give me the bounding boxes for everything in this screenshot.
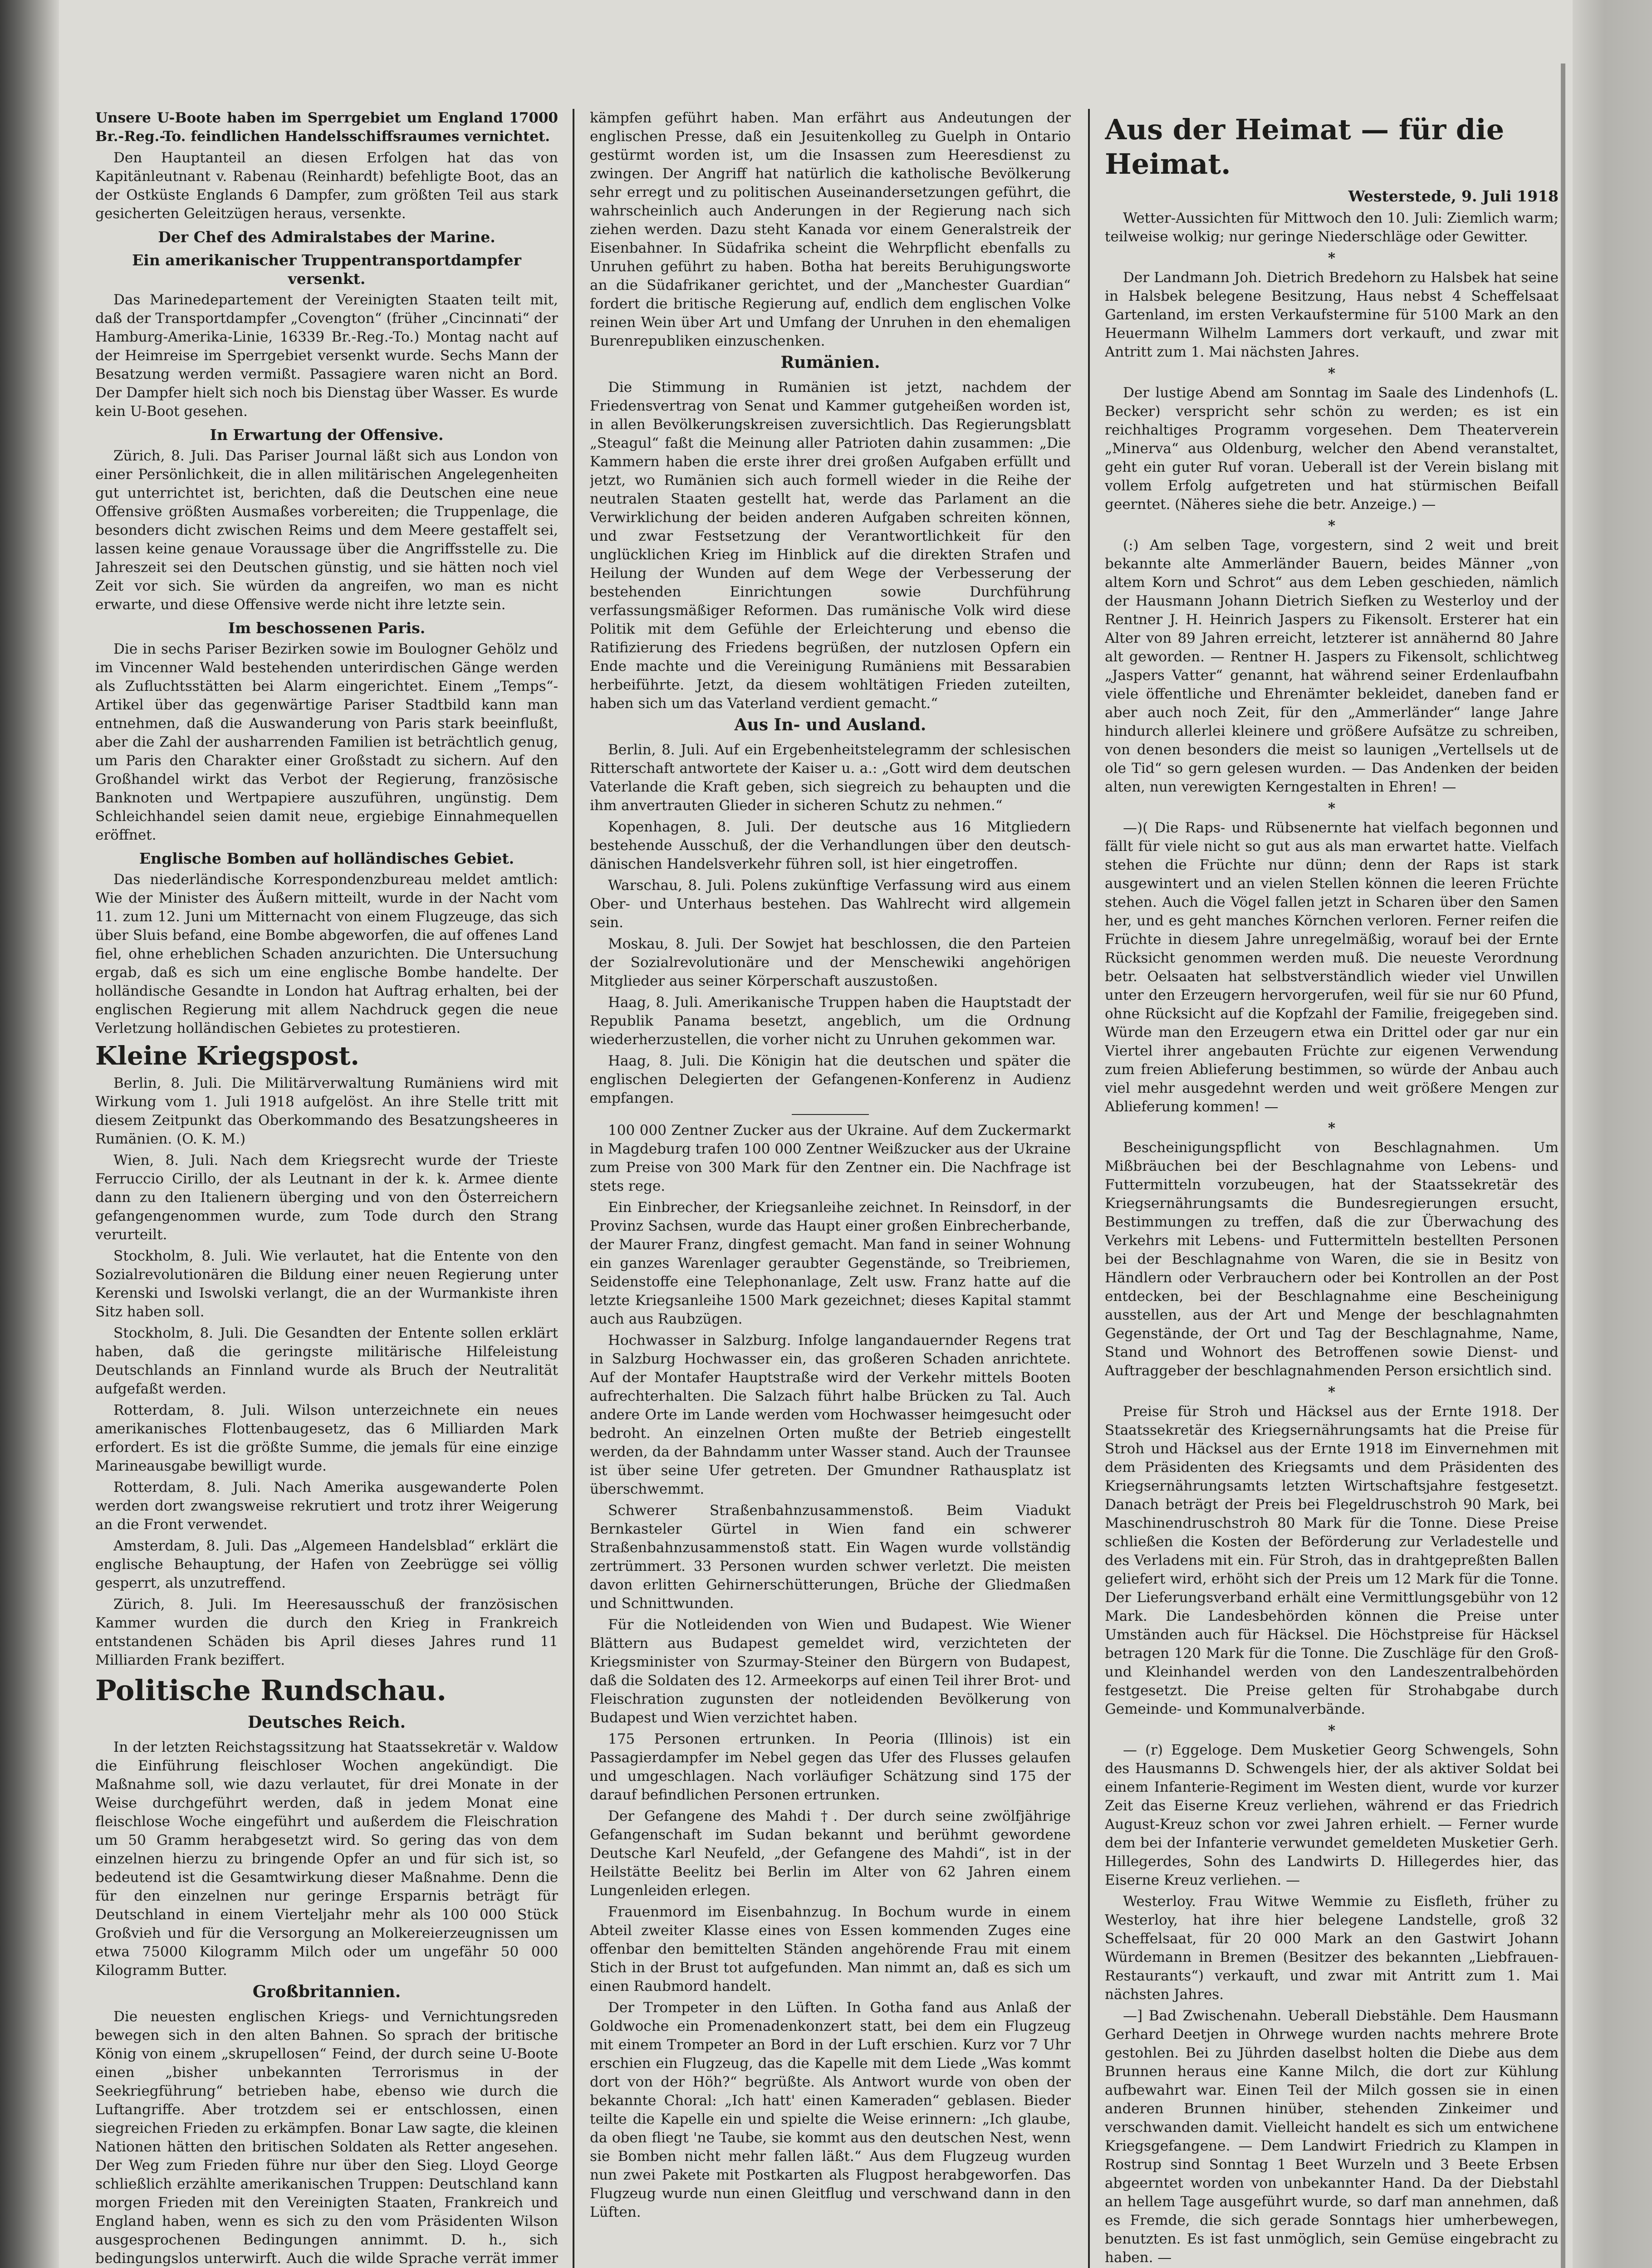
article-paragraph: Rotterdam, 8. Juli. Nach Amerika ausgewanderte Polen werden dort zwangsweise rekrutiert und trotz ihrer Weigerung an die Front verwendet.	[95, 1479, 558, 1533]
dateline: Westerstede, 9. Juli 1918	[1348, 187, 1559, 205]
article-heading: Der Chef des Admiralstabes der Marine.	[158, 228, 495, 246]
article-paragraph: Wien, 8. Juli. Nach dem Kriegsrecht wurde der Trieste Ferruccio Cirillo, der als Leutnant in der k. k. Armee diente dann zu den Italienern überging und von den Österreichern gefangengenommen wurde, zum Tode durch den Strang verurteilt.	[95, 1152, 558, 1243]
article-paragraph: Der Landmann Joh. Dietrich Bredehorn zu Halsbek hat seine in Halsbek belegene Besitzung, Haus nebst 4 Scheffelsaat Gartenland, im ersten Verkaufstermine für 5100 Mark an den Heuermann Wilhelm Lammers dort verkauft, und zwar mit Antritt zum 1. Mai nächsten Jahres.	[1105, 269, 1559, 360]
article-paragraph: Den Hauptanteil an diesen Erfolgen hat das von Kapitänleutnant v. Rabenau (Reinhardt) befehligte Boot, das an der Ostküste Englands 6 Dampfer, zum größten Teil aus stark gesicherten Geleitzügen heraus, versenkte.	[95, 150, 558, 222]
article-heading: Englische Bomben auf holländisches Gebiet.	[139, 850, 515, 867]
article-paragraph: Moskau, 8. Juli. Der Sowjet hat beschlossen, die den Parteien der Sozialrevolutionäre und der Menschewiki angehörigen Mitglieder aus seiner Körperschaft auszustoßen.	[590, 936, 1071, 989]
article-paragraph: 175 Personen ertrunken. In Peoria (Illinois) ist ein Passagierdampfer im Nebel gegen das Ufer des Flusses gelaufen und umgeschlagen. Nach vorläufiger Schätzung sind 175 der darauf befindlichen Personen ertrunken.	[590, 1731, 1071, 1803]
subsection-heading: Aus In- und Ausland.	[734, 715, 926, 734]
subsection-heading: Großbritannien.	[252, 1982, 401, 2001]
page-gutter-right	[1573, 0, 1652, 2268]
separator-asterisk: *	[1328, 800, 1336, 816]
article-paragraph: Stockholm, 8. Juli. Wie verlautet, hat die Entente von den Sozialrevolutionären die Bildung einer neuen Regierung unter Kerenski und Iswolski verlangt, die an der Wurmankiste ihren Sitz haben soll.	[95, 1248, 558, 1320]
separator-asterisk: *	[1328, 518, 1336, 534]
article-paragraph: Die in sechs Pariser Bezirken sowie im Boulogner Gehölz und im Vincenner Wald bestehenden unterirdischen Gänge werden als Zufluchtsstätten bei Alarm eingerichtet. Einem „Temps“-Artikel über das gegenwärtige Pariser Stadtbild kann man entnehmen, daß die Auswanderung von Paris stark beeinflußt, aber die Zahl der ausharrenden Familien ist beträchtlich genug, um Paris den Charakter einer Großstadt zu sichern. Auf den Großhandel wirkt das Verbot der Regierung, französische Banknoten und Wertpapiere auszuführen, ungünstig. Dem Schleichhandel seien damit neue, ergiebige Einnahmequellen eröffnet.	[95, 641, 558, 843]
article-paragraph: Die Stimmung in Rumänien ist jetzt, nachdem der Friedensvertrag von Senat und Kammer gutgeheißen worden ist, in allen Bevölkerungskreisen zuversichtlich. Das Regierungsblatt „Steagul“ faßt die Meinung aller Patrioten dahin zusammen: „Die Kammern haben die erste ihrer drei großen Aufgaben erfüllt und jetzt, wo Rumänien sich auch formell wieder in die Reihe der neutralen Staaten gestellt hat, werde das Parlament an die Verwirklichung der beiden anderen Aufgaben schreiten können, und zwar Festsetzung der Verantwortlichkeit für den unglücklichen Krieg im Hinblick auf die direkten Strafen und Heilung der Wunden auf dem Wege der Verbesserung der bestehenden Einrichtungen sowie Durchführung verfassungsmäßiger Reformen. Das rumänische Volk wird diese Politik mit dem Gefühle der Erleichterung und ebenso die Ratifizierung des Friedens begrüßen, der nutzlosen Opfern ein Ende machte und die Vereinigung Rumäniens mit Bessarabien herbeiführte. Jetzt, da diesem wohltätigen Frieden zuteilten, haben sich um das Vaterland verdient gemacht.“	[590, 379, 1071, 712]
article-heading: Ein amerikanischer Truppentransportdampfer versenkt.	[132, 251, 521, 288]
article-paragraph: —] Bad Zwischenahn. Ueberall Diebstähle. Dem Hausmann Gerhard Deetjen in Ohrwege wurden nachts mehrere Brote gestohlen. Bei zu Jührden daselbst holten die Diebe aus dem Brunnen heraus eine Kanne Milch, die dort zur Kühlung aufbewahrt war. Einen Teil der Milch gossen sie in einen anderen Brunnen hinüber, stehenden Zinkeimer und verschwanden damit. Vielleicht handelt es sich um entwichene Kriegsgefangene. — Dem Landwirt Friedrich zu Klampen in Rostrup sind Sonntag 1 Beet Wurzeln und 3 Beete Erbsen abgeerntet worden von unbekannter Hand. Da der Diebstahl an hellem Tage ausgeführt wurde, so darf man annehmen, daß es Fremde, die sich gerade Sonntags hier umherbewegen, benutzten. Es ist fast unmöglich, sein Gemüse eingebracht zu haben. —	[1105, 2008, 1559, 2266]
article-paragraph: —)( Die Raps- und Rübsenernte hat vielfach begonnen und fällt für viele nicht so gut aus als man erwartet hatte. Vielfach stehen die Früchte nur dünn; denn der Raps ist stark ausgewintert und an vielen Stellen können die leeren Früchte stehen. Auch die Vögel fallen jetzt in Scharen über den Samen her, und es geht manches Körnchen verloren. Ferner reifen die Früchte in diesem Jahre unregelmäßig, worauf bei der Ernte Rücksicht genommen werden muß. Die neueste Verordnung betr. Oelsaaten hat selbstverständlich wieder viel Unwillen unter den Erzeugern hervorgerufen, weil für sie nur 60 Pfund, ohne Rücksicht auf die Kopfzahl der Familie, freigegeben sind. Würde man den Erzeugern etwa ein Drittel oder gar nur ein Viertel ihrer angebauten Früchte zur eigenen Verwendung zum freien Ablieferung bestimmen, so würde der Anbau auch viel mehr ausgedehnt werden und weit größere Mengen zur Ablieferung kommen! —	[1105, 820, 1559, 1115]
article-paragraph: Schwerer Straßenbahnzusammenstoß. Beim Viadukt Bernkasteler Gürtel in Wien fand ein schwerer Straßenbahnzusammenstoß statt. Ein Wagen wurde vollständig zertrümmert. 33 Personen wurden schwer verletzt. Die meisten davon erlitten Gehirnerschütterungen, Brüche der Gliedmaßen und Schnittwunden.	[590, 1502, 1071, 1612]
article-paragraph: Das Marinedepartement der Vereinigten Staaten teilt mit, daß der Transportdampfer „Covengton“ (früher „Cincinnati“ der Hamburg-Amerika-Linie, 16339 Br.-Reg.-To.) Montag nacht auf der Heimreise im Sperrgebiet versenkt wurde. Sechs Mann der Besatzung werden vermißt. Passagiere waren nicht an Bord. Der Dampfer hielt sich noch bis Dienstag über Wasser. Es wurde kein U-Boot gesehen.	[95, 292, 558, 420]
separator-asterisk: *	[1328, 1384, 1336, 1400]
section-heading: Politische Rundschau.	[95, 1674, 446, 1707]
article-paragraph: Warschau, 8. Juli. Polens zukünftige Verfassung wird aus einem Ober- und Unterhaus bestehen. Das Wahlrecht wird allgemein sein.	[590, 877, 1071, 931]
article-paragraph: Zürich, 8. Juli. Im Heeresausschuß der französischen Kammer wurden die durch den Krieg in Frankreich entstandenen Schäden bis April dieses Jahres rund 11 Milliarden Frank beziffert.	[95, 1596, 558, 1668]
article-paragraph: Zürich, 8. Juli. Das Pariser Journal läßt sich aus London von einer Persönlichkeit, die in allen militärischen Angelegenheiten gut unterrichtet ist, berichten, daß die Deutschen eine neue Offensive größten Ausmaßes vorbereiten; die Truppenlage, die besonders dicht zwischen Reims und dem Meere gestaffelt sei, lassen keine genaue Voraussage über die Angriffsstelle zu. Die Jahreszeit sei den Deutschen günstig, und sie hätten noch viel Zeit vor sich. Sie würden da angreifen, wo man es nicht erwarte, und diese Offensive werde nicht ihre letzte sein.	[95, 448, 558, 613]
separator-rule	[792, 1114, 869, 1115]
article-paragraph: Hochwasser in Salzburg. Infolge langandauernder Regens trat in Salzburg Hochwasser ein, das großeren Schaden anrichtete. Auf der Montafer Hauptstraße wird der Verkehr mittels Booten aufrechterhalten. Die Salzach führt halbe Brücken zu Tal. Auch andere Orte im Lande werden vom Hochwasser heimgesucht oder bedroht. An einzelnen Orten mußte der Betrieb eingestellt werden, da der Bahndamm unter Wasser stand. Auch der Traunsee ist über seine Ufer getreten. Der Gmundner Rathausplatz ist überschwemmt.	[590, 1332, 1071, 1497]
subsection-heading: Rumänien.	[780, 353, 880, 372]
separator-asterisk: *	[1328, 365, 1336, 381]
article-heading: In Erwartung der Offensive.	[210, 426, 444, 444]
section-heading: Kleine Kriegspost.	[95, 1041, 359, 1071]
column-rule-2	[1088, 109, 1090, 2268]
article-paragraph: Stockholm, 8. Juli. Die Gesandten der Entente sollen erklärt haben, daß die geringste militärische Hilfeleistung Deutschlands an Finnland wurde als Bruch der Neutralität aufgefaßt werden.	[95, 1325, 558, 1397]
column-rule-1	[573, 109, 574, 2268]
separator-asterisk: *	[1328, 1120, 1336, 1136]
column-3	[1105, 109, 1559, 2268]
article-paragraph: Der Trompeter in den Lüften. In Gotha fand aus Anlaß der Goldwoche ein Promenadenkonzert statt, bei dem ein Flugzeug mit einem Trompeter an Bord in der Luft erschien. Kurz vor 7 Uhr erschien ein Flugzeug, das die Kapelle mit dem Liede „Was kommt dort von der Höh?“ begrüßte. Als Antwort wurde von oben der bekannte Choral: „Ich hatt' einen Kameraden“ geblasen. Bieder teilte die Kapelle ein und spielte die Weise erinnern: „Ich glaube, da oben fliegt 'ne Taube, sie kommt aus den deutschen Nest, wenn sie Bomben nicht mehr fallen läßt.“ Aus dem Flugzeug wurden nun zwei Pakete mit Postkarten als Flugpost herabgeworfen. Das Flugzeug wurde nun einen Gleitflug und verschwand dann in den Lüften.	[590, 1999, 1071, 2220]
article-paragraph: Westerloy. Frau Witwe Wemmie zu Eisfleth, früher zu Westerloy, hat ihre hier belegene Landstelle, groß 32 Scheffelsaat, für 20 000 Mark an den Gastwirt Johann Würdemann in Bremen (Besitzer des bekannten „Liebfrauen-Restaurants“) verkauft, und zwar mit Antritt zum 1. Mai nächsten Jahres.	[1105, 1893, 1559, 2003]
separator-asterisk: *	[1328, 250, 1336, 266]
article-paragraph: Bescheinigungspflicht von Beschlagnahmen. Um Mißbräuchen bei der Beschlagnahme von Lebens- und Futtermitteln vorzubeugen, hat der Staatssekretär des Kriegsernährungsamts die Bundesregierungen ersucht, Bestimmungen zu treffen, daß die zur Überwachung des Verkehrs mit Lebens- und Futtermitteln bestellten Personen bei der Beschlagnahme von Waren, die sie in Besitz von Händlern oder Verbrauchern oder bei Kontrollen an der Post entdecken, bei der Beschlagnahme eine Bescheinigung ausstellen, aus der Art und Menge der beschlagnahmten Gegenstände, der Ort und Tag der Beschlagnahme, Name, Stand und Wohnort des Betroffenen sowie Dienst- und Auftraggeber der beschlagnahmenden Person ersichtlich sind.	[1105, 1139, 1559, 1379]
column-2	[590, 109, 1071, 2268]
article-paragraph: Die neuesten englischen Kriegs- und Vernichtungsreden bewegen sich in den alten Bahnen. So sprach der britische König von einem „skrupellosen“ Feind, der durch seine U-Boote einen „bisher unbekannten Terrorismus in der Seekriegführung“ betrieben habe, ebenso wie durch die Luftangriffe. Aber trotzdem sei er entschlossen, einen siegreichen Frieden zu erkämpfen. Bonar Law sagte, die kleinen Nationen hätten den britischen Soldaten als Retter angesehen. Der Weg zum Frieden führe nur über den Sieg. Lloyd George schließlich erzählte amerikanischen Truppen: Deutschland kann morgen Frieden mit den Vereinigten Staaten, Frankreich und England haben, wenn es sich zu den vom Präsidenten Wilson ausgesprochenen Bedingungen annimmt. D. h., sich bedingungslos unterwirft. Auch die wilde Sprache verrät immer	[95, 2009, 558, 2267]
page-edge	[1561, 64, 1565, 2268]
subsection-heading: Deutsches Reich.	[247, 1713, 406, 1732]
article-paragraph: Für die Notleidenden von Wien und Budapest. Wie Wiener Blättern aus Budapest gemeldet wird, verzichteten der Kriegsminister von Szurmay-Steiner den Bürgern von Budapest, daß die Soldaten des 12. Armeekorps auf einen Teil ihrer Brot- und Fleischration zugunsten der notleidenden Bevölkerung von Budapest und Wien verzichtet haben.	[590, 1617, 1071, 1726]
separator-asterisk: *	[1328, 1722, 1336, 1739]
article-paragraph: Berlin, 8. Juli. Die Militärverwaltung Rumäniens wird mit Wirkung vom 1. Juli 1918 aufgelöst. An ihre Stelle tritt mit diesem Zeitpunkt das Oberkommando des Besatzungsheeres in Rumänien. (O. K. M.)	[95, 1075, 558, 1147]
article-paragraph: 100 000 Zentner Zucker aus der Ukraine. Auf dem Zuckermarkt in Magdeburg trafen 100 000 Zentner Weißzucker aus der Ukraine zum Preise von 300 Mark für den Zentner ein. Die Nachfrage ist stets rege.	[590, 1122, 1071, 1194]
article-paragraph: Haag, 8. Juli. Die Königin hat die deutschen und später die englischen Delegierten der Gefangenen-Konferenz in Audienz empfangen.	[590, 1053, 1071, 1106]
column-1	[95, 109, 558, 2268]
article-paragraph: Der Gefangene des Mahdi †. Der durch seine zwölfjährige Gefangenschaft im Sudan bekannt und berühmt gewordene Deutsche Karl Neufeld, „der Gefangene des Mahdi“, ist in der Heilstätte Beelitz bei Berlin im Alter von 62 Jahren einem Lungenleiden erlegen.	[590, 1808, 1071, 1899]
article-paragraph: Rotterdam, 8. Juli. Wilson unterzeichnete ein neues amerikanisches Flottenbaugesetz, das 6 Milliarden Mark erfordert. Es ist die größte Summe, die jemals für eine einzige Marineausgabe bewilligt wurde.	[95, 1402, 558, 1474]
article-paragraph: Haag, 8. Juli. Amerikanische Truppen haben die Hauptstadt der Republik Panama besetzt, angeblich, um die Ordnung wiederherzustellen, die vorher nicht zu Unruhen gekommen war.	[590, 994, 1071, 1048]
article-paragraph: — (r) Eggeloge. Dem Musketier Georg Schwengels, Sohn des Hausmanns D. Schwengels hier, der als aktiver Soldat bei einem Infanterie-Regiment im Westen dient, wurde vor kurzer Zeit das Eiserne Kreuz verliehen, während er das Friedrich August-Kreuz schon vor zwei Jahren erhielt. — Ferner wurde dem bei der Infanterie verwundet gemeldeten Musketier Gerh. Hillegerdes, Sohn des Landwirts D. Hillegerdes hier, das Eiserne Kreuz verliehen. —	[1105, 1742, 1559, 1888]
article-paragraph: Der lustige Abend am Sonntag im Saale des Lindenhofs (L. Becker) verspricht sehr schön zu werden; es ist ein reichhaltiges Programm vorgesehen. Dem Theaterverein „Minerva“ aus Oldenburg, welcher den Abend veranstaltet, geht ein guter Ruf voran. Ueberall ist der Verein bislang mit vollem Erfolg aufgetreten und hat stürmischen Beifall geerntet. (Näheres siehe die betr. Anzeige.) —	[1105, 385, 1559, 513]
article-paragraph: kämpfen geführt haben. Man erfährt aus Andeutungen der englischen Presse, daß ein Jesuitenkolleg zu Guelph in Ontario gestürmt worden ist, um die Insassen zum Heeresdienst zu zwingen. Der Angriff hat natürlich die katholische Bevölkerung sehr erregt und zu politischen Auseinandersetzungen geführt, die wahrscheinlich auch Anderungen in der Regierung nach sich ziehen werden. Dazu steht Kanada vor einem Generalstreik der Eisenbahner. In Südafrika scheint die Wehrpflicht ebenfalls zu Unruhen geführt zu haben. Botha hat bereits Beruhigungsworte an die Südafrikaner gerichtet, und der „Manchester Guardian“ fordert die britische Regierung auf, endlich dem englischen Volke reinen Wein über Art und Umfang der Unruhen in den ehemaligen Burenrepubliken einzuschenken.	[590, 110, 1071, 349]
page-gutter-left	[0, 0, 59, 2268]
article-paragraph: Kopenhagen, 8. Juli. Der deutsche aus 16 Mitgliedern bestehende Ausschuß, der die Verhandlungen über den deutsch-dänischen Handelsverkehr führen soll, ist hier eingetroffen.	[590, 819, 1071, 872]
article-heading: Im beschossenen Paris.	[228, 619, 426, 637]
article-paragraph: Berlin, 8. Juli. Auf ein Ergebenheitstelegramm der schlesischen Ritterschaft antwortete der Kaiser u. a.: „Gott wird dem deutschen Vaterlande die Kraft geben, sich siegreich zu behaupten und die ihm anvertrauten Glieder in sicheren Schutz zu nehmen.“	[590, 742, 1071, 814]
article-paragraph: Das niederländische Korrespondenzbureau meldet amtlich: Wie der Minister des Äußern mitteilt, wurde in der Nacht vom 11. zum 12. Juni um Mitternacht von einem Flugzeuge, das sich über Sluis befand, eine Bombe abgeworfen, die auf offenes Land fiel, ohne erheblichen Schaden anzurichten. Die Untersuchung ergab, daß es sich um eine englische Bombe handelte. Der holländische Gesandte in London hat Auftrag erhalten, bei der englischen Regierung mit allem Nachdruck gegen die neue Verletzung holländischen Gebietes zu protestieren.	[95, 871, 558, 1036]
article-paragraph: Preise für Stroh und Häcksel aus der Ernte 1918. Der Staatssekretär des Kriegsernährungsamts hat die Preise für Stroh und Häcksel aus der Ernte 1918 im Einvernehmen mit dem Präsidenten des Kriegsamts und dem Präsidenten des Kriegsernährungsamts letzten Wirtschaftsjahre festgesetzt. Danach beträgt der Preis bei Flegeldruschstroh 90 Mark, bei Maschinendruschstroh 80 Mark für die Tonne. Diese Preise schließen die Kosten der Beförderung zur Verladestelle und des Verladens mit ein. Für Stroh, das in drahtgepreßten Ballen geliefert wird, erhöht sich der Preis um 12 Mark für die Tonne. Der Lieferungsverband erhält eine Vermittlungsgebühr von 12 Mark. Die Landesbehörden können die Preise unter Umständen auch für Häcksel. Die Höchstpreise für Häcksel betragen 120 Mark für die Tonne. Die Zuschläge für den Groß- und Kleinhandel werden von den Landeszentralbehörden festgesetzt. Die Preise gelten für Strohabgabe durch Gemeinde- und Kommunalverbände.	[1105, 1403, 1559, 1717]
article-paragraph: Frauenmord im Eisenbahnzug. In Bochum wurde in einem Abteil zweiter Klasse eines von Essen kommenden Zuges eine offenbar den bemittelten Ständen angehörende Frau mit einem Stich in der Brust tot aufgefunden. Man nimmt an, daß es sich um einen Raubmord handelt.	[590, 1904, 1071, 1994]
article-paragraph: Ein Einbrecher, der Kriegsanleihe zeichnet. In Reinsdorf, in der Provinz Sachsen, wurde das Haupt einer großen Einbrecherbande, der Maurer Franz, dingfest gemacht. Man fand in seiner Wohnung ein ganzes Warenlager geraubter Gegenstände, so Treibriemen, Seidenstoffe eine Telephonanlage, Zelt usw. Franz hatte auf die letzte Kriegsanleihe 1500 Mark gezeichnet; dieses Kapital stammt auch aus Raubzügen.	[590, 1199, 1071, 1327]
article-paragraph: Wetter-Aussichten für Mittwoch den 10. Juli: Ziemlich warm; teilweise wolkig; nur geringe Niederschläge oder Gewitter.	[1105, 210, 1559, 245]
article-paragraph: In der letzten Reichstagssitzung hat Staatssekretär v. Waldow die Einführung fleischloser Wochen angekündigt. Die Maßnahme soll, wie dazu verlautet, für drei Monate in der Weise durchgeführt werden, daß in jedem Monat eine fleischlose Woche eingeführt und außerdem die Fleischration um 50 Gramm herabgesetzt wird. So gering das von dem einzelnen hierzu zu bringende Opfer an und für sich ist, so bedeutend ist die Gesamtwirkung dieser Maßnahme. Denn die für den einzelnen nur geringe Ersparnis beträgt für Deutschland in einem Vierteljahr mehr als 100 000 Stück Großvieh und für die Versorgung an Molkereierzeugnissen um etwa 75000 Kilogramm Milch oder um ungefähr 50 000 Kilogramm Butter.	[95, 1739, 558, 1979]
article-paragraph: (:) Am selben Tage, vorgestern, sind 2 weit und breit bekannte alte Ammerländer Bauern, beides Männer „von altem Korn und Schrot“ aus dem Leben geschieden, nämlich der Hausmann Johann Dietrich Siefken zu Westerloy und der Rentner J. H. Heinrich Jaspers zu Fikensolt. Ersterer hat ein Alter von 89 Jahren erreicht, letzterer ist annähernd 80 Jahre alt geworden. — Rentner H. Jaspers zu Fikensolt, schlichtweg „Jaspers Vatter“ genannt, hat während seiner Erdenlaufbahn viele öffentliche und Ehrenämter bekleidet, daneben fand er aber auch noch Zeit, für den „Ammerländer“ lange Jahre hindurch allerlei kleinere und größere Aufsätze zu schreiben, von denen besonders die meist so launigen „Vertellsels ut de ole Tid“ so gern gelesen wurden. — Das Andenken der beiden alten, nun verewigten Kerngestalten in Ehren! —	[1105, 537, 1559, 795]
section-heading: Aus der Heimat — für die Heimat.	[1105, 113, 1505, 181]
lead-paragraph: Unsere U-Boote haben im Sperrgebiet um England 17000 Br.-Reg.-To. feindlichen Handelsschiffsraumes vernichtet.	[95, 110, 558, 145]
article-paragraph: Amsterdam, 8. Juli. Das „Algemeen Handelsblad“ erklärt die englische Behauptung, der Hafen von Zeebrügge sei völlig gesperrt, als unzutreffend.	[95, 1538, 558, 1591]
